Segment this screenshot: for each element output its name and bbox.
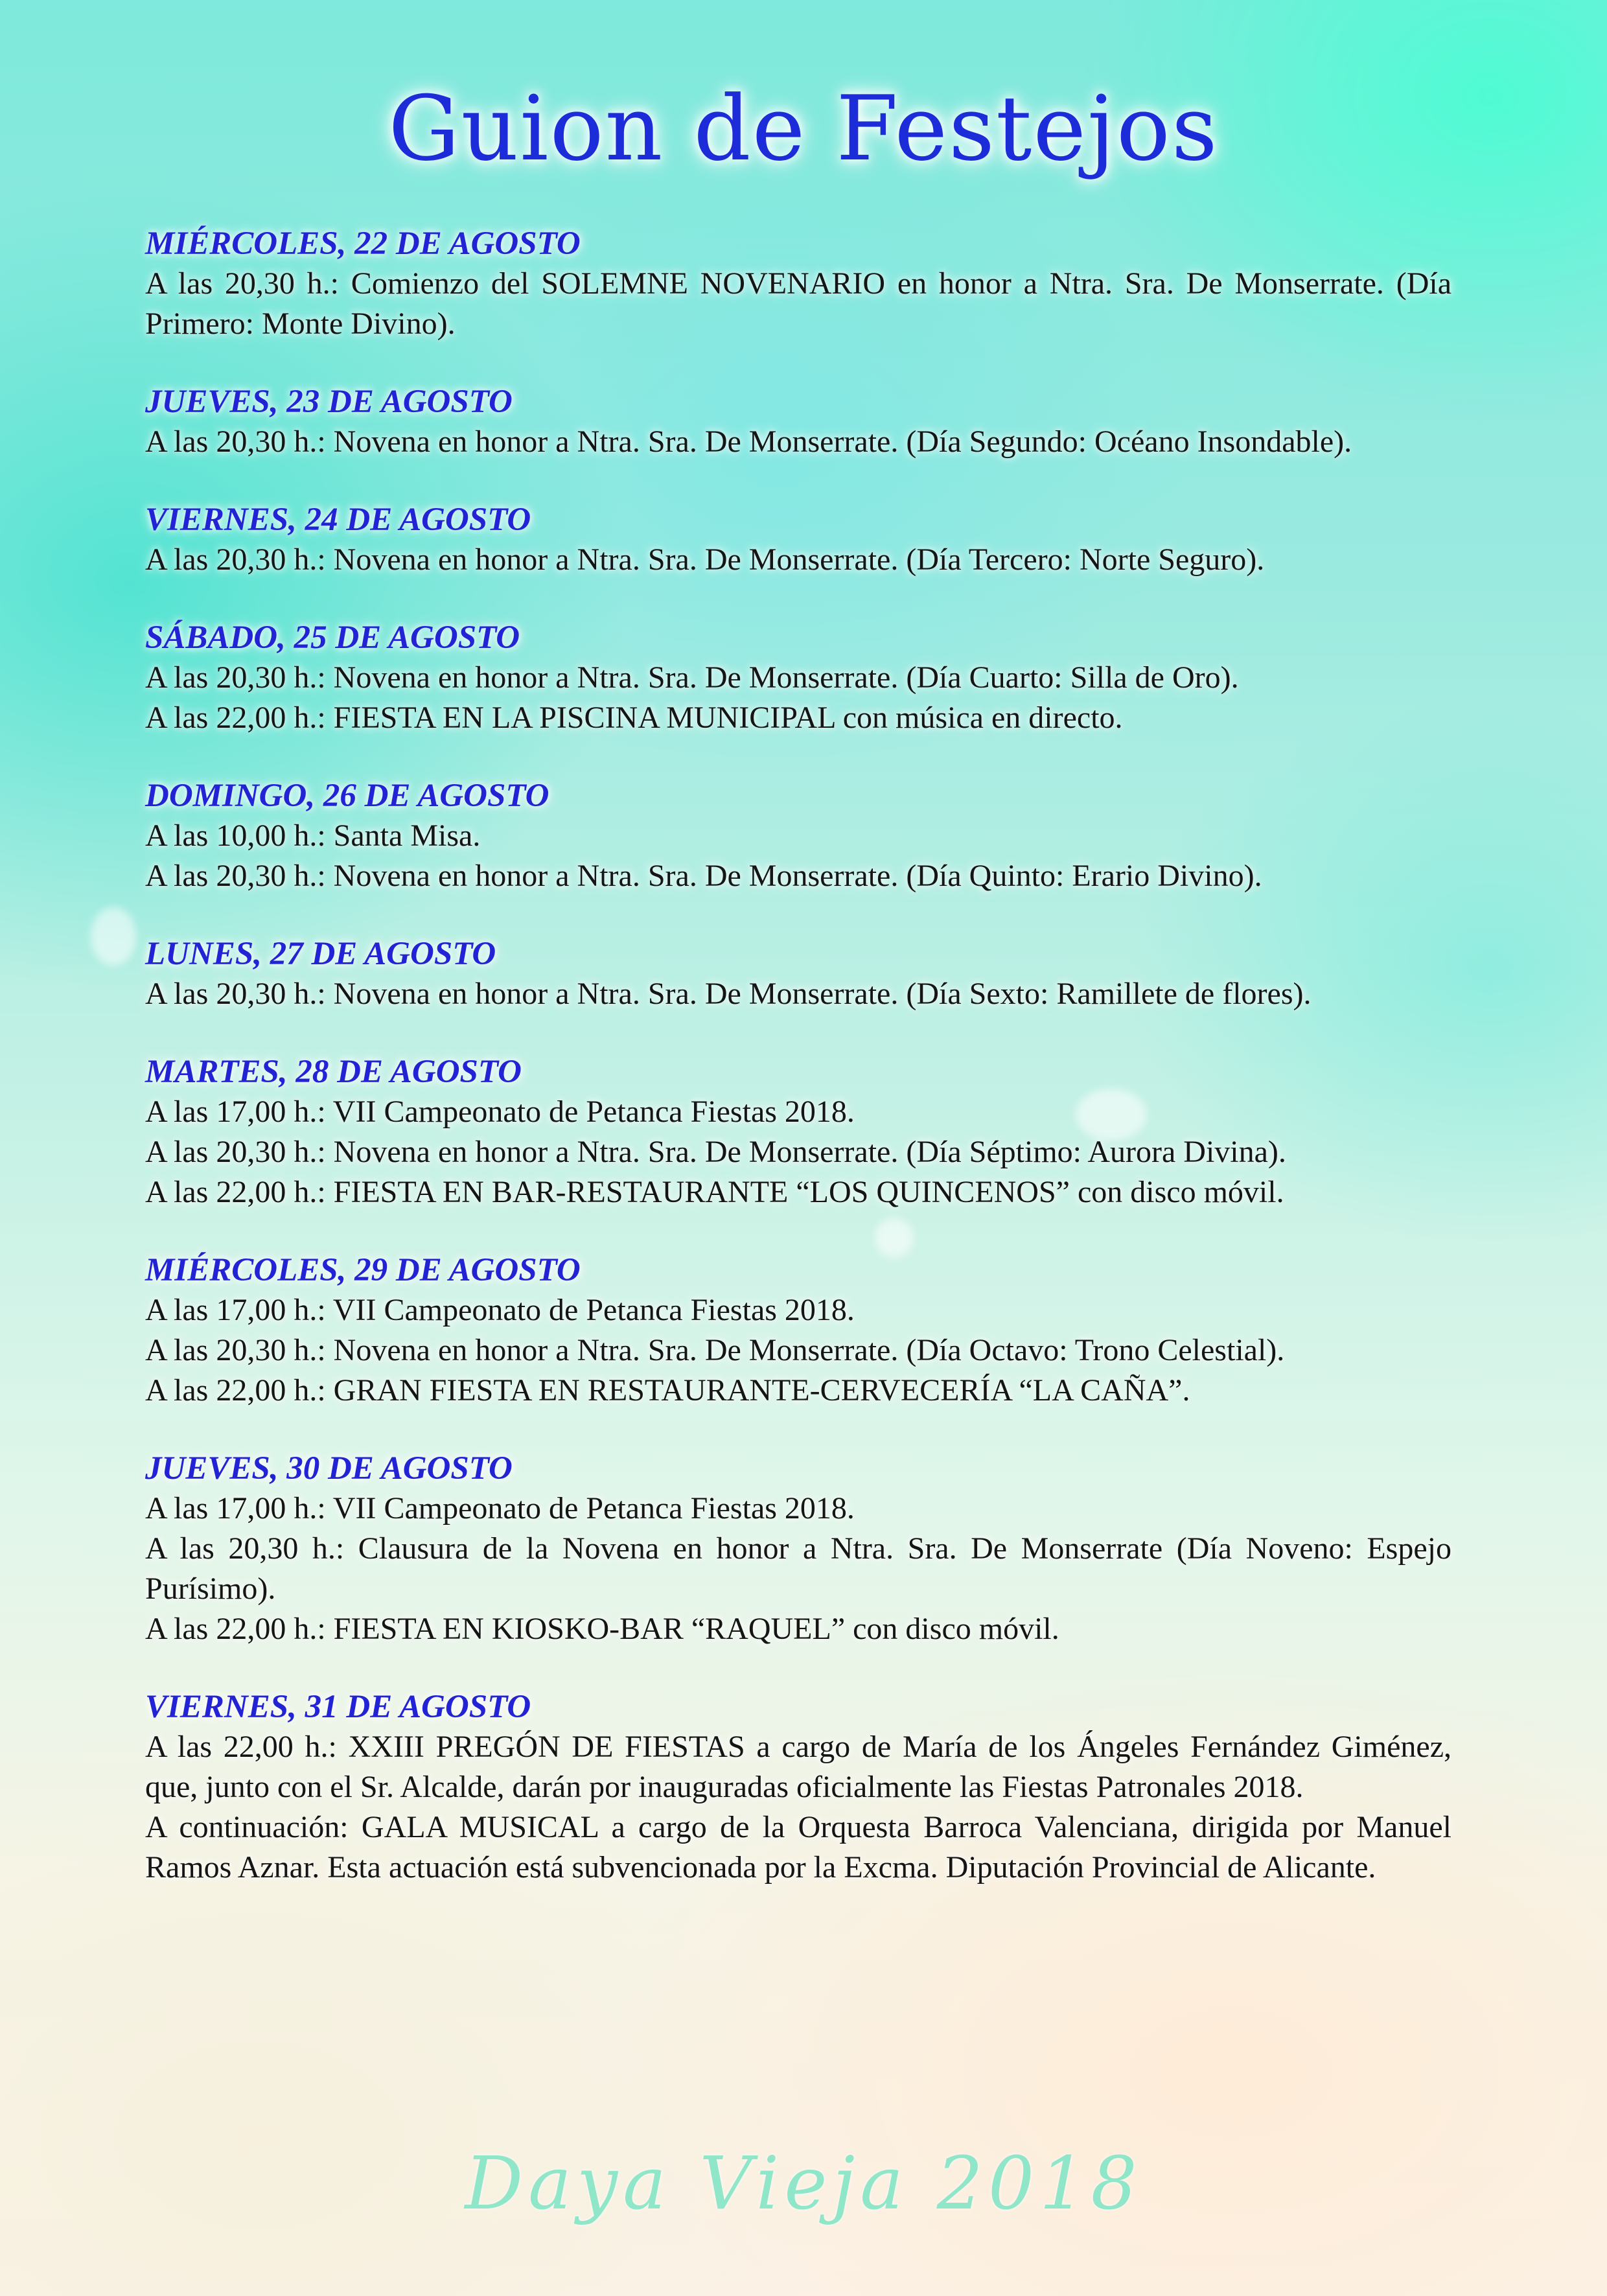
event-line: A las 17,00 h.: VII Campeonato de Petanca Fiestas 2018. (145, 1293, 855, 1327)
event-line: A las 20,30 h.: Novena en honor a Ntra. Sra. De Monserrate. (Día Cuarto: Silla de Oro). (145, 660, 1239, 695)
event-line: A continuación: GALA MUSICAL a cargo de la Orquesta Barroca Valenciana, dirigida por Manuel Ramos Aznar. Esta actuación está subvencionada por la Excma. Diputación Provincial de Alicante. (145, 1810, 1451, 1884)
day-section (145, 1448, 1451, 1649)
event-line: A las 20,30 h.: Novena en honor a Ntra. Sra. De Monserrate. (Día Tercero: Norte Seguro). (145, 542, 1265, 577)
day-heading: SÁBADO, 25 DE AGOSTO (145, 620, 520, 656)
event-line: A las 22,00 h.: XXIII PREGÓN DE FIESTAS a cargo de María de los Ángeles Fernández Giménez, que, junto con el Sr. Alcalde, darán por inauguradas oficialmente las Fiestas Patronales 2018. (145, 1730, 1451, 1804)
page-title: Guion de Festejos (388, 76, 1219, 181)
event-line: A las 20,30 h.: Clausura de la Novena en honor a Ntra. Sra. De Monserrate (Día Noveno: Espejo Purísimo). (145, 1531, 1451, 1606)
event-line: A las 17,00 h.: VII Campeonato de Petanca Fiestas 2018. (145, 1095, 855, 1129)
event-line: A las 20,30 h.: Novena en honor a Ntra. Sra. De Monserrate. (Día Quinto: Erario Divino). (145, 859, 1262, 893)
day-section (145, 224, 1451, 344)
day-heading: VIERNES, 24 DE AGOSTO (145, 502, 531, 538)
event-line: A las 17,00 h.: VII Campeonato de Petanca Fiestas 2018. (145, 1491, 855, 1525)
event-line: A las 20,30 h.: Novena en honor a Ntra. Sra. De Monserrate. (Día Séptimo: Aurora Divina). (145, 1135, 1286, 1169)
day-heading: LUNES, 27 DE AGOSTO (145, 936, 496, 972)
day-heading: JUEVES, 30 DE AGOSTO (145, 1450, 513, 1487)
event-line: A las 22,00 h.: FIESTA EN KIOSKO-BAR “RAQUEL” con disco móvil. (145, 1612, 1059, 1646)
day-heading: JUEVES, 23 DE AGOSTO (145, 384, 513, 420)
event-line: A las 22,00 h.: FIESTA EN LA PISCINA MUNICIPAL con música en directo. (145, 701, 1123, 735)
day-heading: MIÉRCOLES, 29 DE AGOSTO (145, 1252, 581, 1288)
event-line: A las 10,00 h.: Santa Misa. (145, 818, 481, 853)
day-section (145, 382, 1451, 462)
day-section (145, 1687, 1451, 1888)
event-line: A las 22,00 h.: FIESTA EN BAR-RESTAURANTE “LOS QUINCENOS” con disco móvil. (145, 1175, 1284, 1209)
day-section (145, 934, 1451, 1014)
event-line: A las 20,30 h.: Novena en honor a Ntra. Sra. De Monserrate. (Día Segundo: Océano Insondable). (145, 424, 1352, 459)
event-line: A las 22,00 h.: GRAN FIESTA EN RESTAURANTE-CERVECERÍA “LA CAÑA”. (145, 1373, 1190, 1408)
day-heading: MARTES, 28 DE AGOSTO (145, 1054, 522, 1090)
event-line: A las 20,30 h.: Novena en honor a Ntra. Sra. De Monserrate. (Día Octavo: Trono Celestial). (145, 1333, 1285, 1367)
event-line: A las 20,30 h.: Novena en honor a Ntra. Sra. De Monserrate. (Día Sexto: Ramillete de flores). (145, 977, 1312, 1011)
day-heading: DOMINGO, 26 DE AGOSTO (145, 778, 549, 814)
day-section (145, 1052, 1451, 1212)
day-heading: MIÉRCOLES, 22 DE AGOSTO (145, 226, 581, 262)
day-section (145, 618, 1451, 738)
day-heading: VIERNES, 31 DE AGOSTO (145, 1689, 531, 1725)
day-section (145, 1250, 1451, 1411)
day-section (145, 500, 1451, 580)
festival-program (145, 224, 1451, 1925)
event-line: A las 20,30 h.: Comienzo del SOLEMNE NOVENARIO en honor a Ntra. Sra. De Monserrate. (Día Primero: Monte Divino). (145, 266, 1451, 341)
footer-signature: Daya Vieja 2018 (465, 2142, 1142, 2226)
watercolor-blot (91, 907, 136, 966)
day-section (145, 776, 1451, 896)
